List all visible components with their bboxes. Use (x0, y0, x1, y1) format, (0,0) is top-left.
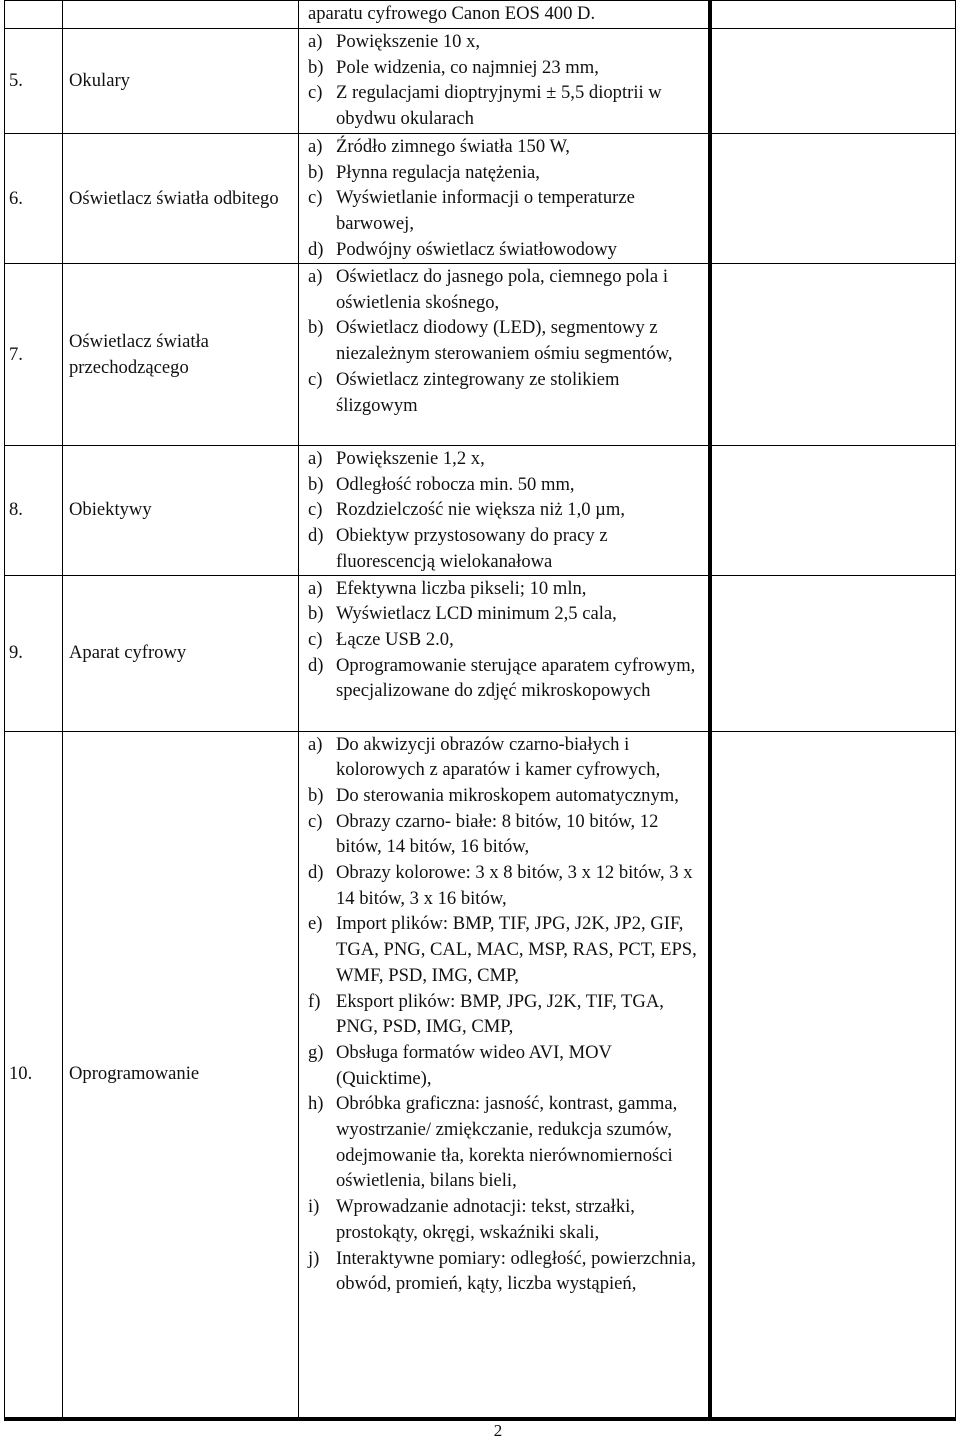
specification-item (308, 809, 704, 860)
item-marker: f) (308, 990, 321, 1012)
table-row-continuation (5, 1, 956, 29)
specification-item (308, 472, 704, 498)
item-number-cell: 7. (5, 264, 63, 446)
specification-item (308, 860, 704, 911)
empty-cell (710, 446, 956, 576)
specification-line: aparatu cyfrowego Canon EOS 400 D. (308, 3, 596, 24)
item-marker: a) (308, 448, 323, 469)
specification-item (308, 80, 704, 131)
specification-item (308, 576, 704, 602)
specification-cell (299, 29, 710, 134)
empty-cell (710, 264, 956, 446)
table-row-oprogramowanie (5, 731, 956, 1419)
item-text: Wprowadzanie adnotacji: tekst, strzałki, prostokąty, okręgi, wskaźniki skali, (336, 1196, 635, 1243)
item-name-cell: Oświetlacz światła przechodzącego (63, 264, 299, 446)
empty-cell (710, 134, 956, 264)
item-text: Z regulacjami dioptryjnymi ± 5,5 dioptrii w obydwu okularach (336, 82, 662, 130)
item-marker: c) (308, 810, 323, 832)
specification-item (308, 732, 704, 783)
specification-item (308, 497, 704, 523)
empty-cell (710, 731, 956, 1419)
item-name-cell: Aparat cyfrowy (63, 575, 299, 731)
item-marker: c) (308, 499, 323, 521)
specification-cell (299, 731, 710, 1419)
specification-item (308, 315, 704, 366)
specification-item (308, 1040, 704, 1091)
page-number: 2 (493, 1421, 503, 1440)
item-marker: c) (308, 628, 323, 650)
item-number-cell: 8. (5, 446, 63, 576)
item-marker: a) (308, 31, 323, 52)
item-marker: c) (308, 82, 323, 104)
specification-item (308, 627, 704, 653)
item-text: Podwójny oświetlacz światłowodowy (336, 238, 617, 260)
item-marker: d) (308, 862, 324, 884)
item-marker: b) (308, 473, 324, 495)
item-marker: c) (308, 368, 323, 390)
specification-list (308, 264, 704, 418)
item-text: Pole widzenia, co najmniej 23 mm, (336, 56, 599, 78)
specification-item (308, 1091, 704, 1194)
item-number-cell: 10. (5, 731, 63, 1419)
item-number-cell: 6. (5, 134, 63, 264)
item-text: Powiększenie 1,2 x, (336, 448, 485, 469)
specification-list (308, 732, 704, 1297)
item-text: Rozdzielczość nie większa niż 1,0 µm, (336, 499, 626, 521)
specification-item (308, 523, 704, 574)
specification-table (4, 0, 956, 1421)
specification-item (308, 185, 704, 236)
specification-item (308, 911, 704, 988)
item-number-cell (5, 1, 63, 29)
item-text: Oświetlacz zintegrowany ze stolikiem ślizgowym (336, 368, 620, 416)
empty-cell (710, 1, 956, 29)
specification-item (308, 1246, 704, 1297)
item-marker: d) (308, 654, 324, 676)
item-text: Płynna regulacja natężenia, (336, 161, 540, 183)
item-marker: a) (308, 577, 323, 599)
specification-item (308, 783, 704, 809)
specification-table-body (5, 1, 956, 1420)
item-text: Obiektyw przystosowany do pracy z fluorescencją wielokanałowa (336, 525, 608, 572)
item-marker: a) (308, 733, 323, 755)
item-marker: d) (308, 238, 324, 260)
specification-cell (299, 446, 710, 576)
table-row-aparat-cyfrowy (5, 575, 956, 731)
table-row-oswietlacz-odbitego (5, 134, 956, 264)
item-text: Do akwizycji obrazów czarno-białych i kolorowych z aparatów i kamer cyfrowych, (336, 733, 661, 781)
item-marker: b) (308, 161, 324, 183)
item-name-cell: Obiektywy (63, 446, 299, 576)
specification-cell (299, 575, 710, 731)
item-marker: a) (308, 136, 323, 157)
item-marker: h) (308, 1093, 324, 1115)
item-marker: b) (308, 56, 324, 78)
empty-cell (710, 29, 956, 134)
item-marker: j) (308, 1247, 320, 1269)
item-text: Powiększenie 10 x, (336, 31, 481, 52)
specification-cell (299, 134, 710, 264)
table-row-okulary (5, 29, 956, 134)
item-text: Odległość robocza min. 50 mm, (336, 473, 575, 495)
item-number-cell: 9. (5, 575, 63, 731)
item-text: Łącze USB 2.0, (336, 628, 454, 650)
item-marker: g) (308, 1041, 324, 1063)
item-name-cell: Oprogramowanie (63, 731, 299, 1419)
item-text: Do sterowania mikroskopem automatycznym, (336, 784, 679, 806)
item-text: Oświetlacz diodowy (LED), segmentowy z niezależnym sterowaniem ośmiu segmentów, (336, 317, 673, 365)
specification-item (308, 367, 704, 418)
item-marker: a) (308, 266, 323, 287)
item-text: Interaktywne pomiary: odległość, powierzchnia, obwód, promień, kąty, liczba wystąpień, (336, 1247, 696, 1295)
specification-item (308, 653, 704, 704)
specification-item (308, 29, 704, 55)
item-text: Efektywna liczba pikseli; 10 mln, (336, 577, 587, 599)
specification-item (308, 989, 704, 1040)
item-marker: b) (308, 784, 324, 806)
item-text: Obróbka graficzna: jasność, kontrast, gamma, wyostrzanie/ zmiękczanie, redukcja szumów, odejmowanie tła, korekta nierównomierności oświetlenia, bilans bieli, (336, 1093, 678, 1192)
specification-item (308, 134, 704, 160)
specification-item (308, 446, 704, 472)
table-row-oswietlacz-przechodzacego (5, 264, 956, 446)
specification-item (308, 237, 704, 263)
item-marker: i) (308, 1196, 320, 1218)
item-text: Obrazy czarno- białe: 8 bitów, 10 bitów, 12 bitów, 14 bitów, 16 bitów, (336, 810, 659, 858)
item-name-cell: Okulary (63, 29, 299, 134)
item-text: Eksport plików: BMP, JPG, J2K, TIF, TGA, PNG, PSD, IMG, CMP, (336, 990, 664, 1038)
item-text: Obsługa formatów wideo AVI, MOV (Quicktime), (336, 1041, 612, 1089)
item-marker: b) (308, 317, 324, 339)
item-text: Wyświetlacz LCD minimum 2,5 cala, (336, 603, 617, 625)
item-marker: c) (308, 187, 323, 209)
specification-item (308, 1194, 704, 1245)
specification-list (308, 134, 704, 263)
item-marker: d) (308, 525, 324, 547)
item-number-cell: 5. (5, 29, 63, 134)
specification-item (308, 55, 704, 81)
item-text: Import plików: BMP, TIF, JPG, J2K, JP2, GIF, TGA, PNG, CAL, MAC, MSP, RAS, PCT, EPS, WMF, PSD, IMG, CMP, (336, 913, 697, 986)
specification-item (308, 601, 704, 627)
specification-cell (299, 1, 710, 29)
specification-list (308, 446, 704, 575)
item-name-cell: Oświetlacz światła odbitego (63, 134, 299, 264)
item-marker: b) (308, 603, 324, 625)
empty-cell (710, 575, 956, 731)
specification-item (308, 160, 704, 186)
specification-cell (299, 264, 710, 446)
item-text: Oświetlacz do jasnego pola, ciemnego pola i oświetlenia skośnego, (336, 266, 669, 313)
item-name-cell (63, 1, 299, 29)
item-text: Oprogramowanie sterujące aparatem cyfrowym, specjalizowane do zdjęć mikroskopowych (336, 654, 696, 702)
item-text: Obrazy kolorowe: 3 x 8 bitów, 3 x 12 bitów, 3 x 14 bitów, 3 x 16 bitów, (336, 862, 693, 909)
specification-list (308, 576, 704, 705)
specification-item (308, 264, 704, 315)
table-row-obiektywy (5, 446, 956, 576)
specification-list (308, 29, 704, 132)
item-marker: e) (308, 913, 323, 935)
item-text: Źródło zimnego światła 150 W, (336, 136, 570, 157)
item-text: Wyświetlanie informacji o temperaturze barwowej, (336, 187, 635, 235)
